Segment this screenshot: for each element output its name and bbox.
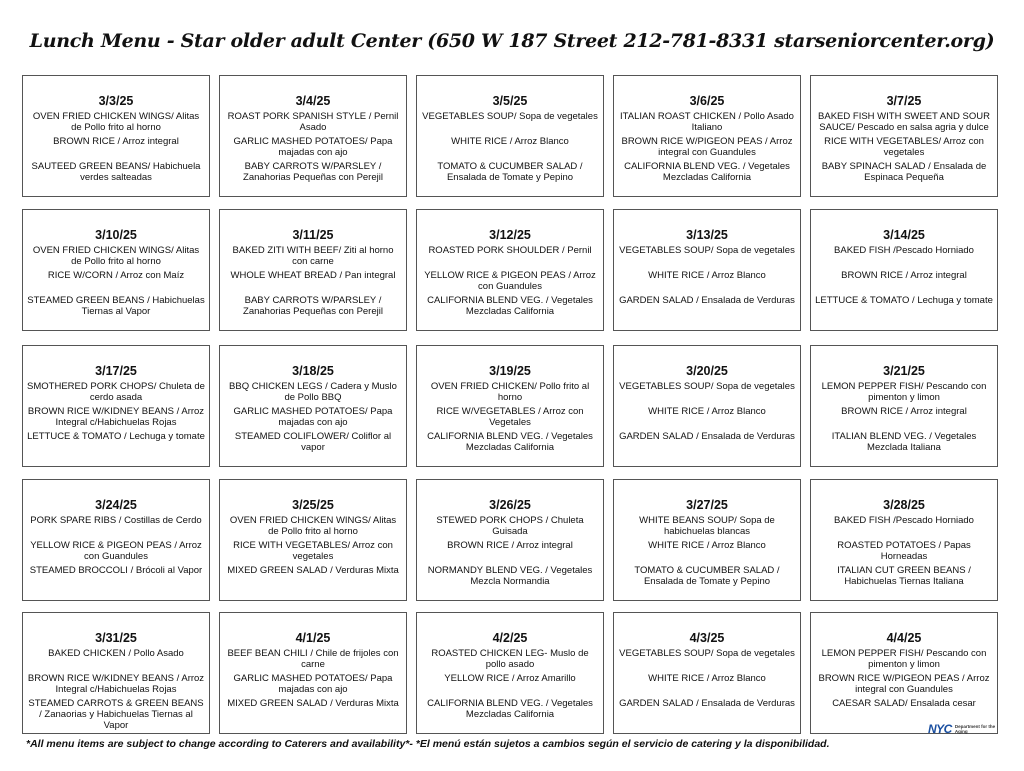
menu-item-vegetable: CALIFORNIA BLEND VEG. / Vegetales Mezcladas California (427, 295, 593, 317)
menu-item-side: BROWN RICE W/PIGEON PEAS / Arroz integral con Guandules (621, 136, 793, 158)
day-date: 3/7/25 (886, 94, 922, 108)
menu-item-side: WHITE RICE / Arroz Blanco (451, 136, 569, 147)
menu-item-main: OVEN FRIED CHICKEN WINGS/ Alitas de Pollo frito al horno (32, 245, 200, 267)
day-date: 3/17/25 (95, 364, 137, 378)
day-date: 3/14/25 (883, 228, 925, 242)
day-cell (810, 209, 998, 331)
menu-item-main: ROASTED PORK SHOULDER / Pernil (428, 245, 592, 256)
menu-item-vegetable: LETTUCE & TOMATO / Lechuga y tomate (815, 295, 993, 306)
menu-item-main: LEMON PEPPER FISH/ Pescando con pimenton y limon (821, 381, 987, 403)
menu-item-side: BROWN RICE / Arroz integral (53, 136, 179, 147)
day-date: 3/13/25 (686, 228, 728, 242)
menu-item-main: VEGETABLES SOUP/ Sopa de vegetales (619, 245, 795, 256)
menu-item-side: GARLIC MASHED POTATOES/ Papa majadas con ajo (233, 136, 393, 158)
menu-item-vegetable: LETTUCE & TOMATO / Lechuga y tomate (27, 431, 205, 442)
menu-item-vegetable: SAUTEED GREEN BEANS/ Habichuela verdes salteadas (31, 161, 201, 183)
disclaimer-note: *All menu items are subject to change according to Caterers and availability*- *El menú están sujetos a cambios según el servicio de catering y la disponibilidad. (26, 738, 830, 750)
menu-item-side: YELLOW RICE & PIGEON PEAS / Arroz con Guandules (424, 270, 596, 292)
day-cell (810, 75, 998, 197)
day-date: 4/1/25 (295, 631, 331, 645)
day-cell (810, 345, 998, 467)
menu-item-side: BROWN RICE W/KIDNEY BEANS / Arroz Integral c/Habichuelas Rojas (27, 406, 205, 428)
menu-item-main: PORK SPARE RIBS / Costillas de Cerdo (30, 515, 202, 526)
day-date: 3/24/25 (95, 498, 137, 512)
day-date: 3/26/25 (489, 498, 531, 512)
menu-item-vegetable: BABY CARROTS W/PARSLEY / Zanahorias Pequeñas con Perejil (243, 295, 383, 317)
page-title: Lunch Menu - Star older adult Center (650 W 187 Street 212-781-8331 starseniorcenter.org) (29, 30, 995, 52)
nyc-logo-icon: NYC (928, 722, 952, 736)
menu-item-side: YELLOW RICE & PIGEON PEAS / Arroz con Guandules (30, 540, 202, 562)
day-cell (416, 75, 604, 197)
menu-item-vegetable: CALIFORNIA BLEND VEG. / Vegetales Mezcladas California (427, 698, 593, 720)
menu-item-side: RICE WITH VEGETABLES/ Arroz con vegetales (824, 136, 984, 158)
day-date: 3/28/25 (883, 498, 925, 512)
menu-item-side: RICE W/VEGETABLES / Arroz con Vegetales (436, 406, 584, 428)
week-row (22, 209, 1004, 333)
day-cell (810, 479, 998, 601)
menu-item-main: ROAST PORK SPANISH STYLE / Pernil Asado (227, 111, 399, 133)
menu-item-main: BAKED FISH /Pescado Horniado (834, 515, 974, 526)
menu-item-side: BROWN RICE / Arroz integral (841, 270, 967, 281)
menu-item-vegetable: GARDEN SALAD / Ensalada de Verduras (619, 295, 795, 306)
day-date: 3/6/25 (689, 94, 725, 108)
day-date: 3/5/25 (492, 94, 528, 108)
menu-item-main: OVEN FRIED CHICKEN WINGS/ Alitas de Pollo frito al horno (229, 515, 397, 537)
day-cell (219, 479, 407, 601)
menu-item-main: SMOTHERED PORK CHOPS/ Chuleta de cerdo asada (27, 381, 205, 403)
menu-item-vegetable: NORMANDY BLEND VEG. / Vegetales Mezcla Normandia (427, 565, 593, 587)
menu-item-vegetable: GARDEN SALAD / Ensalada de Verduras (619, 698, 795, 709)
menu-item-side: BROWN RICE W/KIDNEY BEANS / Arroz Integral c/Habichuelas Rojas (27, 673, 205, 695)
menu-item-vegetable: CALIFORNIA BLEND VEG. / Vegetales Mezcladas California (624, 161, 790, 183)
day-date: 4/2/25 (492, 631, 528, 645)
day-date: 3/19/25 (489, 364, 531, 378)
menu-item-side: WHITE RICE / Arroz Blanco (648, 406, 766, 417)
day-date: 3/10/25 (95, 228, 137, 242)
day-cell (219, 209, 407, 331)
day-cell (219, 75, 407, 197)
menu-item-side: BROWN RICE / Arroz integral (447, 540, 573, 551)
menu-item-side: ROASTED POTATOES / Papas Horneadas (837, 540, 971, 562)
menu-item-vegetable: CAESAR SALAD/ Ensalada cesar (832, 698, 976, 709)
menu-item-main: OVEN FRIED CHICKEN/ Pollo frito al horno (430, 381, 590, 403)
day-cell (613, 612, 801, 734)
day-cell (416, 479, 604, 601)
menu-item-vegetable: ITALIAN BLEND VEG. / Vegetales Mezclada Italiana (831, 431, 977, 453)
menu-item-side: RICE W/CORN / Arroz con Maíz (47, 270, 185, 281)
day-date: 3/27/25 (686, 498, 728, 512)
menu-item-main: WHITE BEANS SOUP/ Sopa de habichuelas blancas (639, 515, 775, 537)
week-row (22, 345, 1004, 469)
menu-item-main: BAKED CHICKEN / Pollo Asado (48, 648, 184, 659)
menu-item-side: WHOLE WHEAT BREAD / Pan integral (230, 270, 396, 281)
menu-item-main: STEWED PORK CHOPS / Chuleta Guisada (436, 515, 584, 537)
menu-item-vegetable: TOMATO & CUCUMBER SALAD / Ensalada de Tomate y Pepino (437, 161, 583, 183)
menu-item-vegetable: CALIFORNIA BLEND VEG. / Vegetales Mezcladas California (427, 431, 593, 453)
day-date: 4/4/25 (886, 631, 922, 645)
week-row (22, 479, 1004, 603)
day-cell (810, 612, 998, 734)
menu-item-side: WHITE RICE / Arroz Blanco (648, 673, 766, 684)
day-date: 3/18/25 (292, 364, 334, 378)
menu-item-main: BAKED FISH WITH SWEET AND SOUR SAUCE/ Pescado en salsa agria y dulce (818, 111, 990, 133)
day-cell (219, 345, 407, 467)
menu-item-main: OVEN FRIED CHICKEN WINGS/ Alitas de Pollo frito al horno (32, 111, 200, 133)
day-cell (613, 209, 801, 331)
menu-item-side: WHITE RICE / Arroz Blanco (648, 270, 766, 281)
menu-item-main: ITALIAN ROAST CHICKEN / Pollo Asado Italiano (620, 111, 794, 133)
day-cell (416, 345, 604, 467)
menu-item-vegetable: GARDEN SALAD / Ensalada de Verduras (619, 431, 795, 442)
menu-item-vegetable: ITALIAN CUT GREEN BEANS / Habichuelas Tiernas Italiana (837, 565, 971, 587)
menu-item-main: LEMON PEPPER FISH/ Pescando con pimenton y limon (821, 648, 987, 670)
menu-item-vegetable: STEAMED BROCCOLI / Brócoli al Vapor (29, 565, 203, 576)
day-date: 3/21/25 (883, 364, 925, 378)
day-cell (22, 209, 210, 331)
day-date: 3/3/25 (98, 94, 134, 108)
day-cell (22, 345, 210, 467)
menu-item-main: VEGETABLES SOUP/ Sopa de vegetales (422, 111, 598, 122)
logo-department-text: Department for the Aging (954, 724, 996, 734)
menu-item-main: BAKED ZITI WITH BEEF/ Ziti al horno con carne (232, 245, 394, 267)
menu-item-side: BROWN RICE / Arroz integral (841, 406, 967, 417)
day-date: 3/12/25 (489, 228, 531, 242)
day-cell (22, 479, 210, 601)
menu-item-vegetable: BABY SPINACH SALAD / Ensalada de Espinaca Pequeña (821, 161, 987, 183)
menu-item-main: BAKED FISH /Pescado Horniado (834, 245, 974, 256)
day-date: 3/4/25 (295, 94, 331, 108)
day-date: 4/3/25 (689, 631, 725, 645)
day-cell (22, 75, 210, 197)
menu-item-side: BROWN RICE W/PIGEON PEAS / Arroz integral con Guandules (818, 673, 990, 695)
menu-item-vegetable: STEAMED COLIFLOWER/ Coliflor al vapor (234, 431, 392, 453)
day-cell (219, 612, 407, 734)
menu-item-side: GARLIC MASHED POTATOES/ Papa majadas con ajo (233, 406, 393, 428)
day-date: 3/25/25 (292, 498, 334, 512)
day-date: 3/11/25 (292, 228, 334, 242)
menu-item-side: RICE WITH VEGETABLES/ Arroz con vegetales (233, 540, 393, 562)
day-cell (22, 612, 210, 734)
day-date: 3/20/25 (686, 364, 728, 378)
day-date: 3/31/25 (95, 631, 137, 645)
menu-item-main: VEGETABLES SOUP/ Sopa de vegetales (619, 381, 795, 392)
menu-item-main: BBQ CHICKEN LEGS / Cadera y Muslo de Pollo BBQ (229, 381, 397, 403)
week-row (22, 612, 1004, 736)
menu-item-vegetable: STEAMED CARROTS & GREEN BEANS / Zanaorias y Habichuelas Tiernas al Vapor (28, 698, 204, 731)
menu-item-vegetable: STEAMED GREEN BEANS / Habichuelas Tiernas al Vapor (27, 295, 205, 317)
day-cell (613, 345, 801, 467)
menu-item-main: ROASTED CHICKEN LEG- Muslo de pollo asado (431, 648, 589, 670)
menu-item-side: WHITE RICE / Arroz Blanco (648, 540, 766, 551)
menu-item-vegetable: MIXED GREEN SALAD / Verduras Mixta (227, 565, 399, 576)
menu-item-main: VEGETABLES SOUP/ Sopa de vegetales (619, 648, 795, 659)
menu-item-side: GARLIC MASHED POTATOES/ Papa majadas con ajo (233, 673, 393, 695)
day-cell (416, 612, 604, 734)
day-cell (613, 75, 801, 197)
menu-item-vegetable: TOMATO & CUCUMBER SALAD / Ensalada de Tomate y Pepino (634, 565, 780, 587)
menu-item-main: BEEF BEAN CHILI / Chile de frijoles con carne (227, 648, 399, 670)
week-row (22, 75, 1004, 199)
menu-item-vegetable: MIXED GREEN SALAD / Verduras Mixta (227, 698, 399, 709)
menu-item-side: YELLOW RICE / Arroz Amarillo (444, 673, 576, 684)
menu-item-vegetable: BABY CARROTS W/PARSLEY / Zanahorias Pequeñas con Perejil (243, 161, 383, 183)
day-cell (613, 479, 801, 601)
nyc-aging-logo (928, 719, 1002, 739)
day-cell (416, 209, 604, 331)
